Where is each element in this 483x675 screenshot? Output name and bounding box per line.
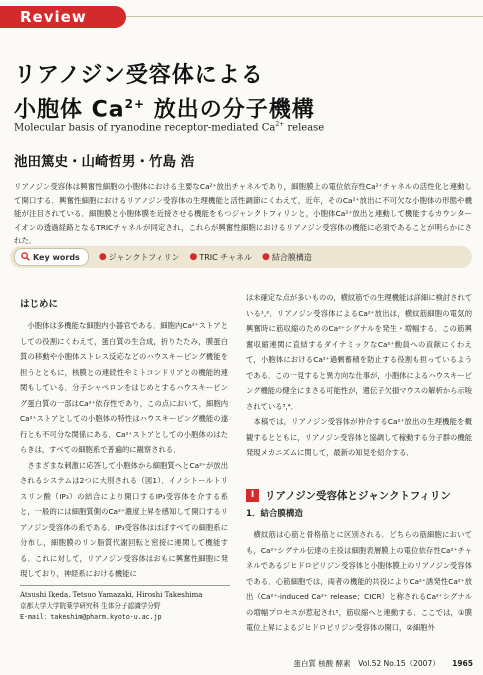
body-text-right: は未確定な点が多いものの，横紋筋での生理機能は詳細に検討されている¹,²．リアノジン受容体によるCa²⁺放出は，横紋筋細胞の電気的興奮時に筋収縮のためのCa²⁺シグナルを発生・増幅する．この筋興奮収縮連関に直結するダイナミックなCa²⁺動員への貢献にくわえて，小胞体におけるCa²⁺過剰蓄積を防止する役割も担っているようである．この一見すると異方向な仕事が，小胞体によるハウスキーピング機能の健全にまさる可能性が，遺伝子欠損マウスの解析から示唆されている³,⁴． 本稿では，リアノジン受容体が仲介するCa²⁺放出の生理機能を概観するとともに，リアノジン受容体と協調して稼動する分子群の機能発現メカニズムに関して，最新の知見を紹介する．: [246, 293, 472, 457]
page-footer: [293, 658, 473, 669]
article-title: [14, 62, 315, 124]
abstract: リアノジン受容体は興奮性細胞の小胞体における主要なCa²⁺放出チャネルであり，細胞膜上の電位依存性Ca²⁺チャネルの活性化と連動して開口する．興奮性細胞におけるリアノジン受容体の生理機能と活性調節にくわえて，近年，そのCa²⁺放出に不可欠な小胞体の形態や機能が注目されている．細胞膜と小胞体膜を近接させる機能をもつジャンクトフィリンと，小胞体Ca²⁺放出と連動して機能するカウンターイオンの透過経路となるTRICチャネルが同定され，これらが興奮性細胞におけるリアノジン受容体の機能に必須であることが明らかにされた．: [14, 182, 472, 246]
body-text-right-2: 横紋筋は心筋と骨格筋とに区別される．どちらの筋細胞においても，Ca²⁺シグナル伝達の主役は細胞表層膜上の電位依存性Ca²⁺チャネルであるジヒドロピリジン受容体と小胞体膜上のリアノジン受容体である．心筋細胞では，両者の機能的共役によりCa²⁺誘発性Ca²⁺放出（Ca²⁺-induced Ca²⁺ release；CICR）と称されるCa²⁺シグナルの増幅プロセスが惹起され⁵，筋収縮へと連動する．ここでは，①膜電位上昇によるジヒドロピリジン受容体の開口，②細胞外: [246, 530, 472, 632]
affiliation: 京都大学大学院薬学研究科 生体分子認識学分野: [20, 602, 161, 610]
authors-japanese: 池田篤史・山崎哲男・竹島 浩: [14, 154, 195, 170]
author-info-box: [20, 585, 230, 640]
page-number: 1965: [452, 659, 473, 668]
section-title: リアノジン受容体とジャンクトフィリン: [265, 490, 451, 502]
header-rule: [126, 16, 483, 17]
authors-english: Atsushi Ikeda, Tetsuo Yamazaki, Hiroshi Takeshima: [20, 591, 203, 599]
keyword-item: ● TRIC チャネル: [189, 252, 253, 262]
section-number: I: [246, 489, 259, 502]
keywords-label: Key words: [33, 252, 80, 262]
review-badge: [0, 6, 126, 28]
bullet-icon: ●: [98, 252, 107, 262]
email-address: E-mail：takeshim@pharm.kyoto-u.ac.jp: [20, 613, 162, 621]
title-line-2: 小胞体 $Ca^{2+}$ 放出の分子機構: [14, 97, 315, 123]
bullet-icon: ●: [189, 252, 198, 262]
body-column-right: [246, 290, 472, 461]
journal-citation: 蛋白質 核酸 酵素 Vol.52 No.15（2007）: [293, 659, 440, 668]
bullet-icon: ●: [262, 252, 270, 262]
keyword-item: ● 結合膜構造: [262, 252, 312, 262]
review-badge-label: Review: [20, 8, 87, 26]
subsection-heading: 1．結合膜構造: [246, 509, 303, 519]
body-text-left: 小胞体は多機能な細胞内小器官である．細胞内Ca²⁺ストアとしての役割にくわえて，蛋白質の生合成，折りたたみ，膜蛋白質の移動や小胞体ストレス反応などのハウスキーピング機能を担うとともに，核膜との連続性やミトコンドリアとの機能的連関もしている．分子シャペロンをはじめとするハウスキーピング蛋白質の一部はCa²⁺依存性であり，この点において，細胞内Ca²⁺ストアとしての小胞体の特性はハウスキーピング機能の遂行とも不可分な関係にある．Ca²⁺ストアとしての小胞体のはたらきは，すべての細胞系で普遍的に観察される． さまざまな刺激に応答して小胞体から細胞質へとCa²⁺が放出されるシステムは2つに大別される（図1）．イノシトールトリスリン酸（IP₃）の結合により開口するIP₃受容体を介する系と，一般的には細胞質側のCa²⁺濃度上昇を感知して開口するリアノジン受容体の系である．IP₃受容体はほぼすべての細胞系に分布し，細胞膜のリン脂質代謝回転と密接に連関して機能する．これに対して，リアノジン受容体はおもに興奮性細胞に発現しており，神経系における機能に: [20, 321, 228, 578]
body-column-right-2: [246, 527, 472, 636]
section-heading-introduction: はじめに: [20, 299, 59, 310]
keywords-bar: [10, 246, 472, 268]
search-icon: [21, 252, 30, 263]
body-column-left: [20, 318, 228, 582]
section-heading-1: [246, 488, 451, 503]
keyword-item: ● ジャンクトフィリン: [98, 252, 180, 262]
keywords-label-pill: [14, 248, 89, 266]
english-subtitle: Molecular basis of ryanodine receptor-mediated $Ca^{2+}$ release: [14, 121, 325, 134]
title-line-1: リアノジン受容体による: [14, 63, 264, 88]
